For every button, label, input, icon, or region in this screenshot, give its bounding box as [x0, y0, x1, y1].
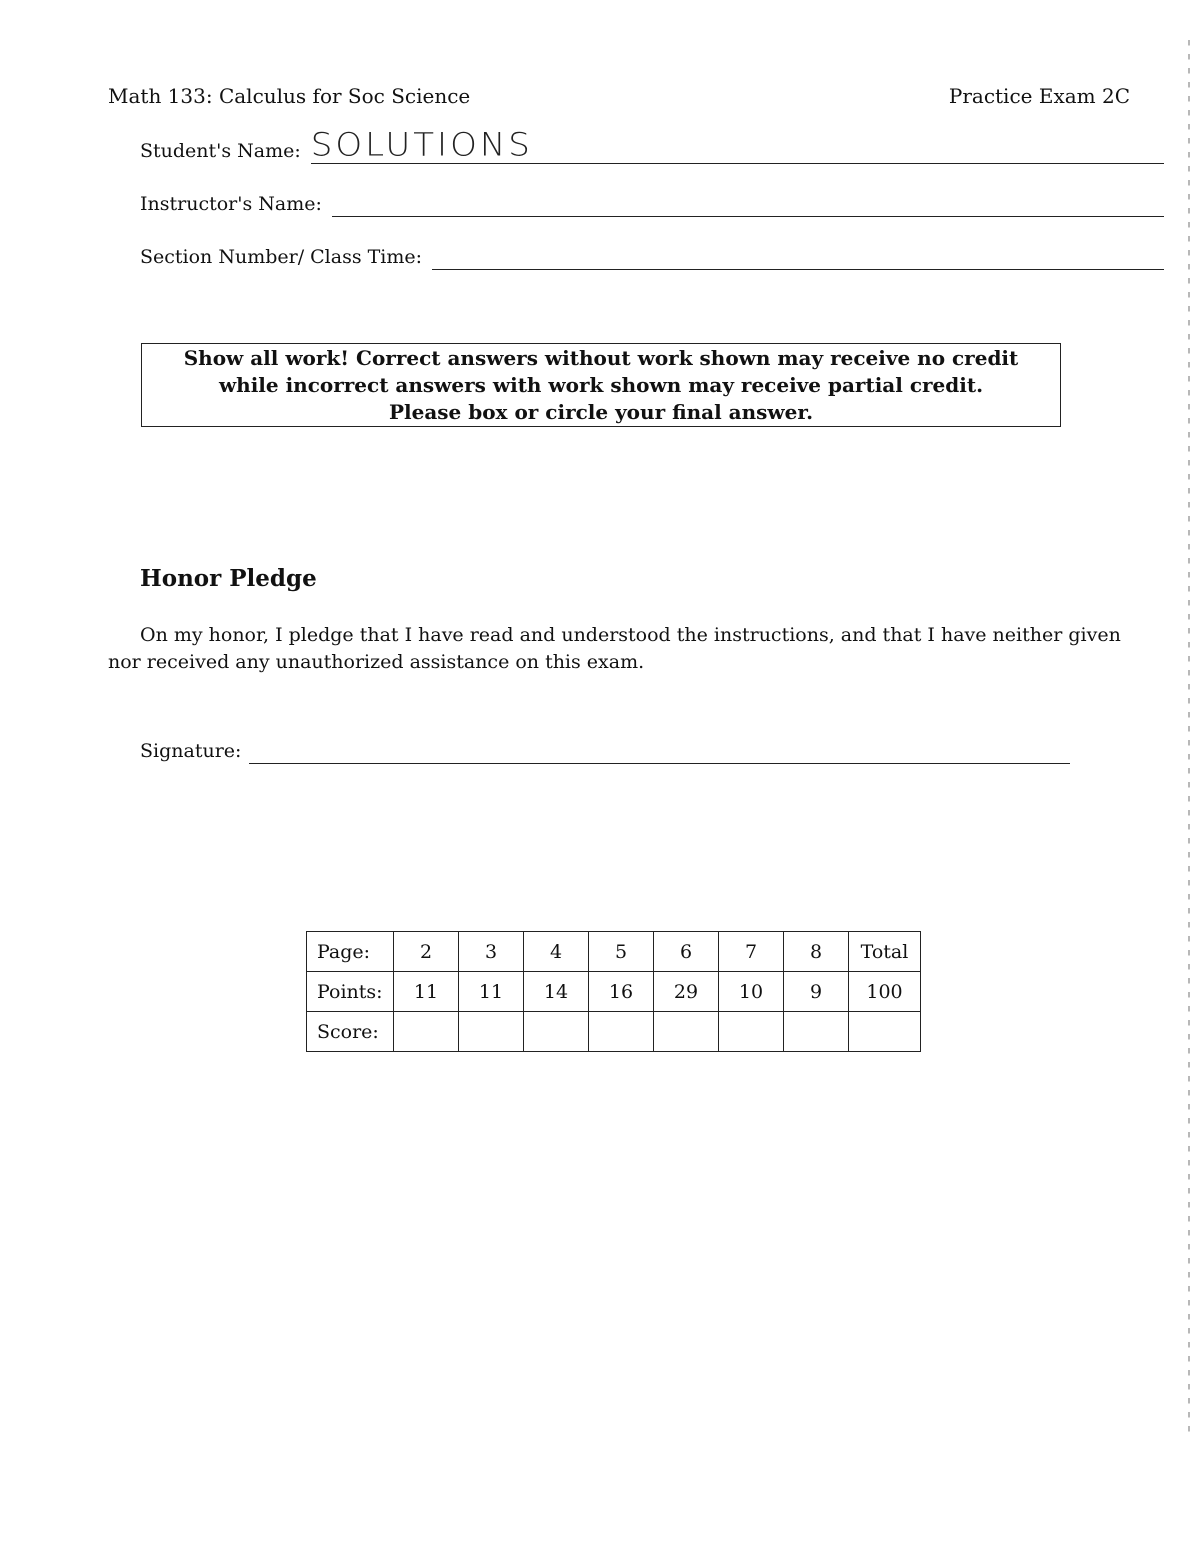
page-cell: 2 [394, 932, 459, 972]
score-cell[interactable] [719, 1012, 784, 1052]
score-cell-total[interactable] [849, 1012, 921, 1052]
student-name-row [140, 126, 1164, 164]
row-label-points: Points: [307, 972, 394, 1012]
instructor-name-row [140, 185, 1164, 217]
table-row-page [307, 932, 921, 972]
table-row-points [307, 972, 921, 1012]
instructor-name-field[interactable] [332, 186, 1164, 217]
instructions-line-3: Please box or circle your final answer. [388, 400, 814, 424]
page-cell: 4 [524, 932, 589, 972]
points-cell: 29 [654, 972, 719, 1012]
page-cell: 6 [654, 932, 719, 972]
student-name-label: Student's Name: [140, 140, 301, 162]
section-time-field[interactable] [432, 239, 1164, 270]
score-cell[interactable] [589, 1012, 654, 1052]
points-cell: 11 [394, 972, 459, 1012]
table-row-score [307, 1012, 921, 1052]
signature-field[interactable] [249, 741, 1070, 764]
signature-row [140, 740, 1070, 764]
score-cell[interactable] [784, 1012, 849, 1052]
points-cell: 10 [719, 972, 784, 1012]
section-time-label: Section Number/ Class Time: [140, 246, 423, 268]
points-cell: 11 [459, 972, 524, 1012]
row-label-score: Score: [307, 1012, 394, 1052]
score-cell[interactable] [654, 1012, 719, 1052]
score-cell[interactable] [394, 1012, 459, 1052]
points-cell: 9 [784, 972, 849, 1012]
score-cell[interactable] [524, 1012, 589, 1052]
instructions-line-2: while incorrect answers with work shown may receive partial credit. [218, 373, 984, 397]
score-cell[interactable] [459, 1012, 524, 1052]
points-cell: 14 [524, 972, 589, 1012]
scan-margin-artifact [1188, 40, 1190, 1440]
instructions-box [141, 343, 1061, 427]
instructions-line-1: Show all work! Correct answers without work shown may receive no credit [183, 346, 1019, 370]
page-cell-total: Total [849, 932, 921, 972]
honor-pledge-heading: Honor Pledge [140, 565, 317, 592]
course-title: Math 133: Calculus for Soc Science [108, 84, 471, 108]
exam-title: Practice Exam 2C [948, 84, 1130, 108]
section-time-row [140, 238, 1164, 270]
student-name-field[interactable] [310, 126, 1164, 164]
honor-pledge-text: On my honor, I pledge that I have read and understood the instructions, and that I have neither given nor received any unauthorized assistance on this exam. [108, 624, 1121, 673]
page-cell: 7 [719, 932, 784, 972]
row-label-page: Page: [307, 932, 394, 972]
score-table [306, 931, 921, 1052]
page-cell: 5 [589, 932, 654, 972]
signature-label: Signature: [140, 740, 242, 762]
instructor-name-label: Instructor's Name: [140, 193, 322, 215]
page-cell: 8 [784, 932, 849, 972]
points-cell: 16 [589, 972, 654, 1012]
student-name-value: SOLUTIONS [310, 126, 533, 164]
points-cell-total: 100 [849, 972, 921, 1012]
page-cell: 3 [459, 932, 524, 972]
